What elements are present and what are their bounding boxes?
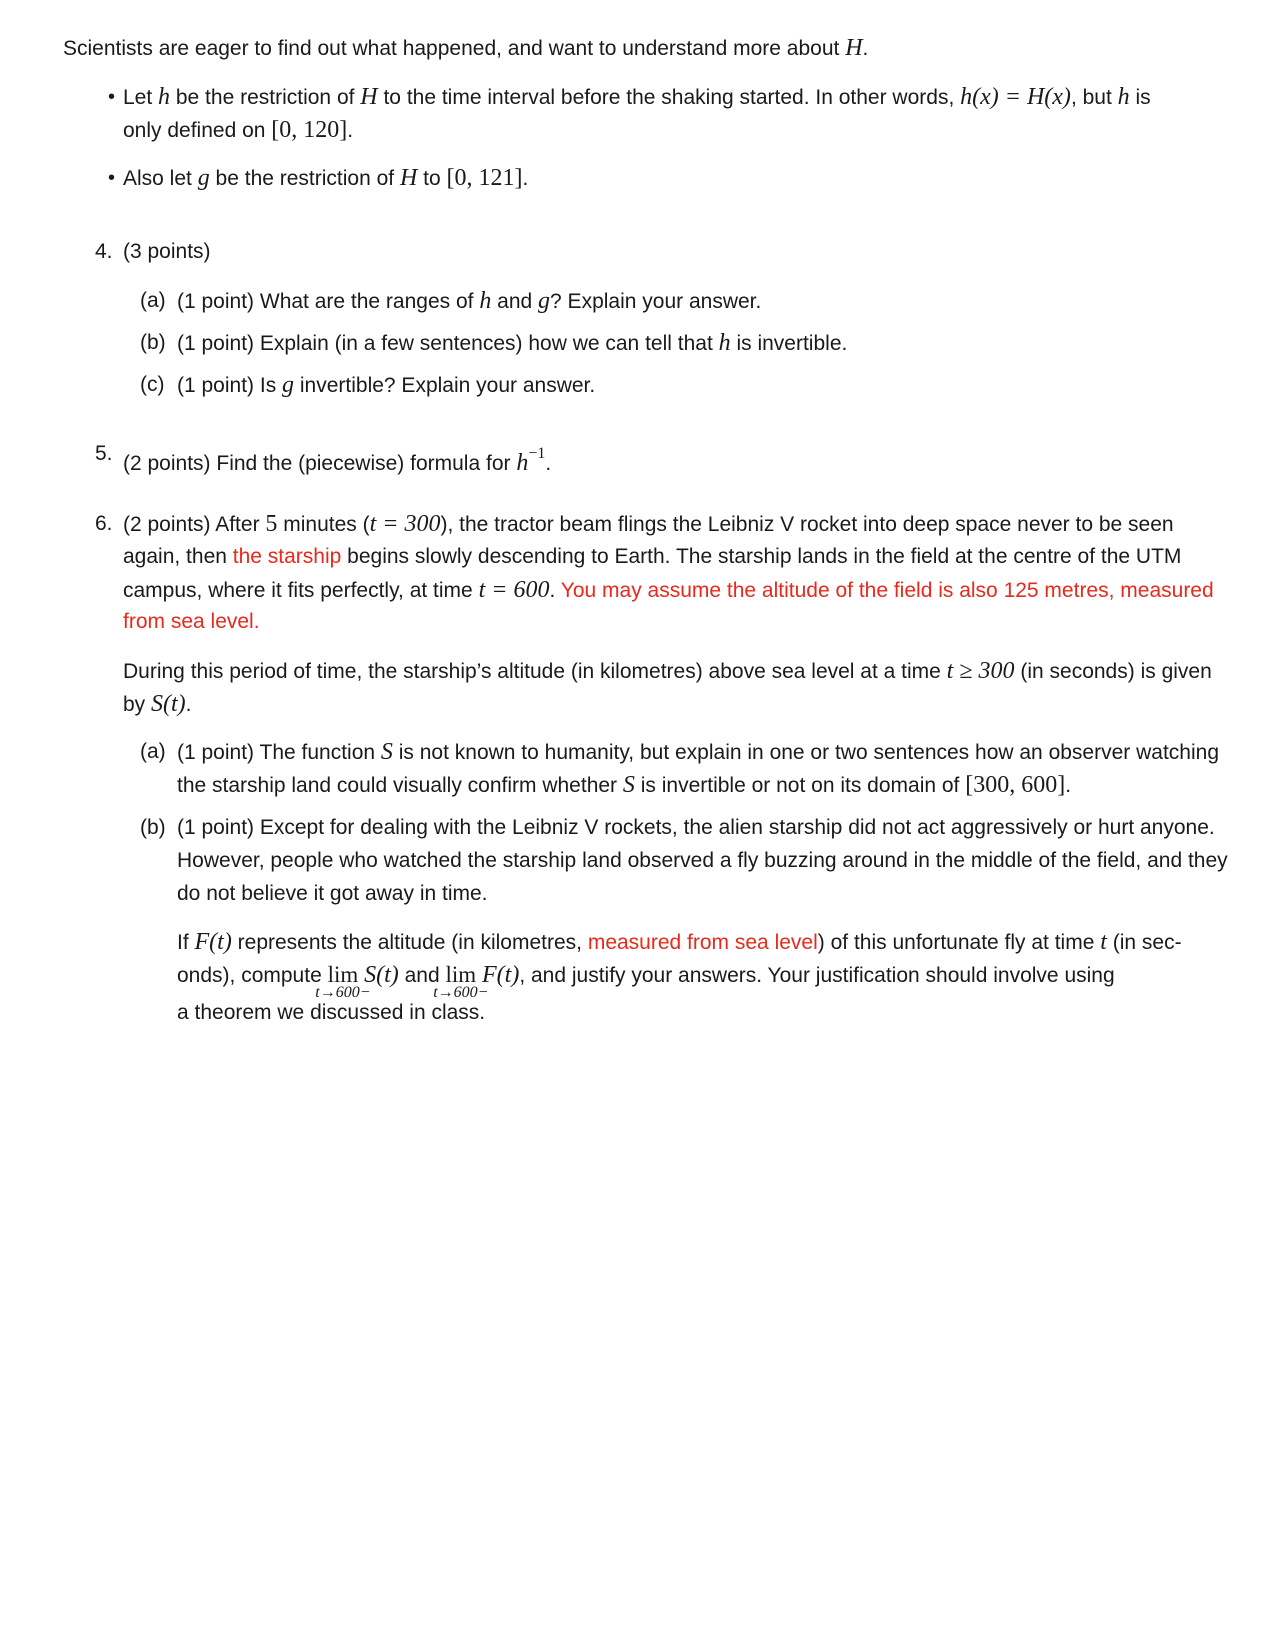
question-number-5: 5. bbox=[95, 442, 113, 465]
bullet-item-2: Also let g be the restriction of H to [0, 121]. bbox=[123, 165, 529, 191]
intro-text: Scientists are eager to find out what happened, and want to understand more about bbox=[63, 37, 846, 60]
part-label: (a) bbox=[140, 289, 166, 312]
limit-subscript: t→600− bbox=[433, 984, 489, 1001]
question-6-line1: (2 points) After 5 minutes (t = 300), the tractor beam flings the Leibniz V rocket into deep space never to be seen bbox=[123, 511, 1174, 537]
math-interval: [0, 121] bbox=[446, 165, 523, 191]
math-H: H bbox=[845, 35, 863, 61]
question-5: (2 points) Find the (piecewise) formula for $h^{-1}$. bbox=[123, 445, 552, 476]
question-4c: (1 point) Is g invertible? Explain your answer. bbox=[177, 372, 596, 398]
question-6-para2-line2: by S(t). bbox=[123, 691, 192, 717]
part-label: (c) bbox=[140, 373, 165, 396]
bullet-marker: • bbox=[108, 86, 116, 108]
question-6b-para2-line1: If F(t) represents the altitude (in kilometres, measured from sea level) of this unfortunate fly at time t (in sec- bbox=[177, 929, 1182, 955]
question-number-6: 6. bbox=[95, 512, 113, 535]
question-6-line3: campus, where it fits perfectly, at time t = 600. You may assume the altitude of the field is also 125 metres, measured bbox=[123, 577, 1214, 603]
limit-subscript: t→600− bbox=[315, 984, 371, 1001]
question-6a-line1: (1 point) The function S is not known to humanity, but explain in one or two sentences how an observer watching bbox=[177, 739, 1219, 765]
highlight-red: measured from sea level bbox=[587, 931, 818, 954]
question-6b-line2: However, people who watched the starship land observed a fly buzzing around in the middle of the field, and they bbox=[177, 849, 1228, 872]
question-4a: (1 point) What are the ranges of h and g? Explain your answer. bbox=[177, 288, 762, 314]
limit-expression: lim t→600− bbox=[433, 962, 489, 1001]
question-6a-line2: the starship land could visually confirm whether S is invertible or not on its domain of [300, 600]. bbox=[177, 772, 1072, 798]
bullet-item-1: Let h be the restriction of H to the time interval before the shaking started. In other words, h(x) = H(x), but h is bbox=[123, 84, 1151, 110]
question-number-4: 4. bbox=[95, 240, 113, 263]
bullet-item-1-line2: only defined on [0, 120]. bbox=[123, 117, 354, 143]
question-4b: (1 point) Explain (in a few sentences) how we can tell that h is invertible. bbox=[177, 330, 848, 356]
math-equation: h(x) = H(x) bbox=[960, 84, 1071, 110]
superscript: −1 bbox=[528, 445, 546, 462]
question-6-line4: from sea level. bbox=[123, 610, 260, 633]
question-6b-para2-line2: onds), compute lim t→600− S(t) and lim t→600− F(t), and justify your answers. Your justification should involve using bbox=[177, 958, 1115, 993]
question-4-header: (3 points) bbox=[123, 240, 211, 263]
question-6-line2: again, then the starship begins slowly descending to Earth. The starship lands in the field at the centre of the UTM bbox=[123, 545, 1182, 568]
part-label: (b) bbox=[140, 331, 166, 354]
question-6b-line3: do not believe it got away in time. bbox=[177, 882, 488, 905]
question-6b-line1: (1 point) Except for dealing with the Leibniz V rockets, the alien starship did not act aggressively or hurt anyone. bbox=[177, 816, 1215, 839]
highlight-red: the starship bbox=[232, 545, 342, 568]
bullet-marker: • bbox=[108, 167, 116, 189]
highlight-red: You may assume the altitude of the field is also 125 metres, measured bbox=[560, 579, 1214, 602]
question-6b-para2-line3: a theorem we discussed in class. bbox=[177, 1001, 486, 1024]
part-label: (a) bbox=[140, 740, 166, 763]
intro-paragraph: Scientists are eager to find out what happened, and want to understand more about H. bbox=[63, 35, 869, 61]
limit-expression: lim t→600− bbox=[315, 962, 371, 1001]
question-6-para2-line1: During this period of time, the starship’s altitude (in kilometres) above sea level at a time t ≥ 300 (in seconds) is given bbox=[123, 658, 1212, 684]
math-interval: [0, 120] bbox=[271, 117, 348, 143]
part-label: (b) bbox=[140, 816, 166, 839]
